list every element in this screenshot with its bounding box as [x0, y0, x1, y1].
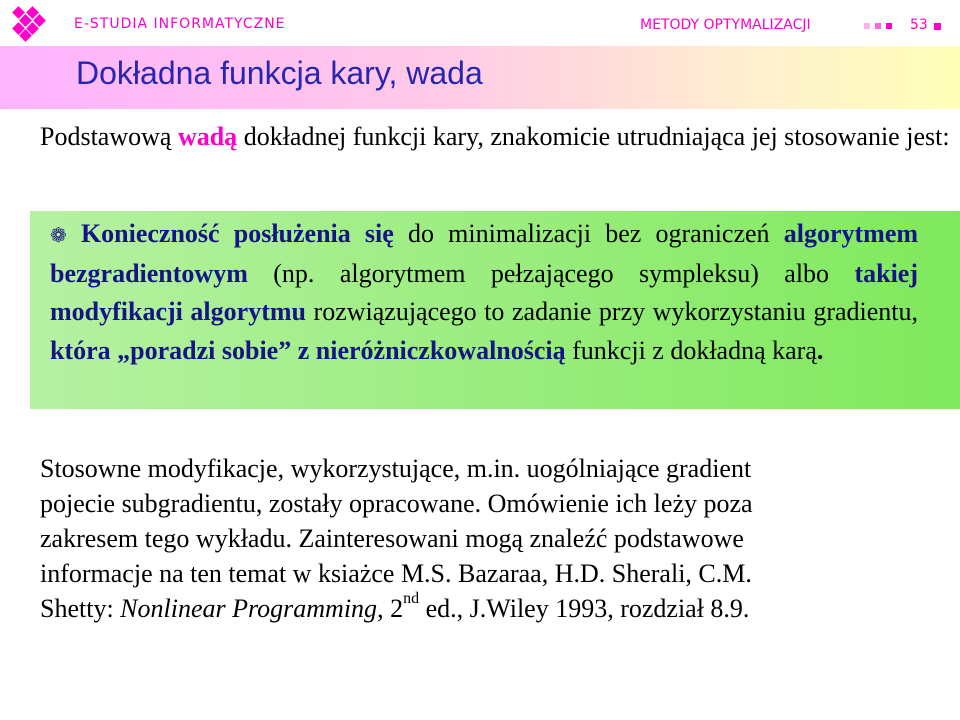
indicator-square — [875, 23, 881, 29]
callout-bold: algorytmem bezgradientowym — [50, 219, 919, 288]
intro-highlight: wadą — [177, 122, 238, 151]
line-text: ed., J.Wiley 1993, rozdział 8.9. — [419, 594, 750, 623]
callout-end: . — [816, 335, 824, 365]
callout-text: do minimalizacji bez ograniczeń — [393, 219, 784, 248]
paragraph-line: informacje na ten temat w ksiażce M.S. Bazaraa, H.D. Sherali, C.M. — [40, 559, 752, 588]
slide-title: Dokładna funkcja kary, wada — [76, 55, 483, 91]
edition-superscript: nd — [403, 590, 420, 608]
book-title: Nonlinear Programming — [120, 594, 378, 623]
indicator-square — [864, 23, 870, 29]
page-number: 53 — [910, 17, 928, 33]
line-text: , 2 — [377, 594, 404, 623]
intro-text: Podstawową — [40, 122, 178, 151]
paragraph-line — [40, 591, 940, 626]
paragraph-line: pojecie subgradientu, zostały opracowane. Omówienie ich leży poza — [40, 489, 753, 518]
callout-box — [30, 211, 960, 409]
paragraph-line: zakresem tego wykładu. Zainteresowani mogą znaleźć podstawowe — [40, 524, 744, 553]
callout-text: funkcji z dokładną karą — [565, 335, 817, 365]
intro-text: dokładnej funkcji kary, znakomicie utrudniająca jej stosowanie jest: — [237, 122, 950, 151]
indicator-square — [886, 23, 892, 29]
line-text: Shetty: — [40, 594, 121, 623]
callout-text: rozwiązującego to zadanie przy wykorzystaniu gradientu, — [305, 297, 918, 326]
callout-bold: Konieczność posłużenia się — [80, 219, 394, 248]
intro-paragraph — [40, 119, 952, 154]
callout-paragraph — [50, 215, 918, 370]
page-indicator-squares — [864, 23, 897, 29]
course-title: METODY OPTYMALIZACJI — [640, 17, 811, 33]
reference-paragraph — [40, 451, 940, 626]
callout-bold: takiej modyfikacji algorytmu — [50, 258, 918, 326]
paragraph-line: Stosowne modyfikacje, wykorzystujące, m.in. uogólniające gradient — [40, 454, 752, 483]
callout-text: (np. algorytmem pełzającego sympleksu) albo — [247, 258, 855, 288]
brand-name: E-STUDIA INFORMATYCZNE — [74, 16, 286, 32]
callout-bold: która „poradzi sobie” z nieróżniczkowalnością — [50, 335, 566, 365]
flower-bullet-icon: ❁ — [50, 223, 67, 247]
logo-icon — [10, 6, 50, 42]
indicator-square — [934, 23, 941, 30]
title-band — [0, 46, 960, 109]
